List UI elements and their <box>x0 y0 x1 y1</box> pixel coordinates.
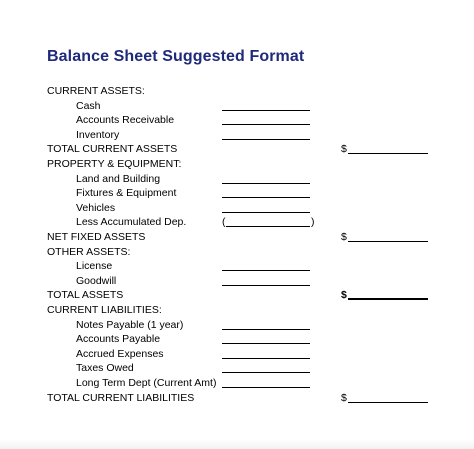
balance-row <box>0 99 474 113</box>
line-item-label: Notes Payable (1 year) <box>76 318 184 331</box>
balance-row <box>0 128 474 142</box>
balance-row <box>0 391 474 405</box>
balance-row <box>0 113 474 127</box>
balance-row <box>0 347 474 361</box>
balance-row <box>0 201 474 215</box>
amount-blank-line[interactable] <box>222 197 310 198</box>
amount-blank-line[interactable] <box>222 285 310 286</box>
balance-row <box>0 245 474 259</box>
line-item-label: Fixtures & Equipment <box>76 187 177 200</box>
section-label: OTHER ASSETS: <box>47 245 131 258</box>
section-label: CURRENT LIABILITIES: <box>47 304 162 316</box>
line-item-label: Goodwill <box>76 274 117 287</box>
amount-blank-line[interactable] <box>222 358 310 359</box>
total-amount-blank[interactable] <box>341 288 428 302</box>
balance-row <box>0 259 474 273</box>
amount-blank-line[interactable] <box>222 387 310 388</box>
line-item-label: Accrued Expenses <box>76 347 164 360</box>
amount-blank-parenthesized[interactable] <box>222 215 315 229</box>
amount-blank-line[interactable] <box>222 212 310 213</box>
line-item-label: Cash <box>76 99 101 112</box>
line-item-label: Land and Building <box>76 172 161 185</box>
balance-row <box>0 376 474 390</box>
line-item-label: Vehicles <box>76 201 116 214</box>
amount-blank-line[interactable] <box>222 372 310 373</box>
amount-blank-line[interactable] <box>222 139 310 140</box>
dollar-sign: $ <box>341 391 347 404</box>
line-item-label: Accounts Payable <box>76 333 161 346</box>
section-label: PROPERTY & EQUIPMENT: <box>47 158 182 170</box>
page-title: Balance Sheet Suggested Format <box>47 48 305 65</box>
total-line <box>348 153 428 154</box>
balance-row <box>0 361 474 375</box>
amount-blank-line[interactable] <box>222 329 310 330</box>
section-label: TOTAL CURRENT LIABILITIES <box>47 391 195 404</box>
section-label: TOTAL ASSETS <box>47 289 124 302</box>
section-label: CURRENT ASSETS: <box>47 85 145 97</box>
line-item-label: License <box>76 260 113 273</box>
total-line <box>348 298 428 300</box>
balance-row <box>0 172 474 186</box>
balance-row <box>0 274 474 288</box>
close-paren: ) <box>311 216 315 229</box>
amount-blank-line[interactable] <box>222 183 310 184</box>
balance-row <box>0 215 474 229</box>
balance-row <box>0 142 474 156</box>
page-bottom-edge <box>0 439 474 449</box>
balance-row <box>0 288 474 302</box>
dollar-sign: $ <box>341 143 347 156</box>
balance-row <box>0 84 474 98</box>
amount-blank-line[interactable] <box>222 124 310 125</box>
balance-row <box>0 318 474 332</box>
line-item-label: Accounts Receivable <box>76 114 175 127</box>
blank-line <box>226 226 310 227</box>
line-item-label: Less Accumulated Dep. <box>76 216 187 229</box>
balance-row <box>0 332 474 346</box>
total-amount-blank[interactable] <box>341 230 428 244</box>
total-amount-blank[interactable] <box>341 142 428 156</box>
balance-row <box>0 303 474 317</box>
amount-blank-line[interactable] <box>222 110 310 111</box>
dollar-sign: $ <box>341 231 347 243</box>
balance-row <box>0 157 474 171</box>
amount-blank-line[interactable] <box>222 270 310 271</box>
line-item-label: Long Term Dept (Current Amt) <box>76 377 217 389</box>
dollar-sign: $ <box>341 289 347 302</box>
open-paren: ( <box>222 216 226 229</box>
total-line <box>348 241 428 242</box>
amount-blank-line[interactable] <box>222 343 310 344</box>
total-line <box>348 402 428 403</box>
section-label: NET FIXED ASSETS <box>47 231 146 243</box>
section-label: TOTAL CURRENT ASSETS <box>47 143 178 156</box>
line-item-label: Inventory <box>76 128 120 141</box>
balance-row <box>0 230 474 244</box>
balance-row <box>0 186 474 200</box>
total-amount-blank[interactable] <box>341 391 428 405</box>
line-item-label: Taxes Owed <box>76 362 134 375</box>
